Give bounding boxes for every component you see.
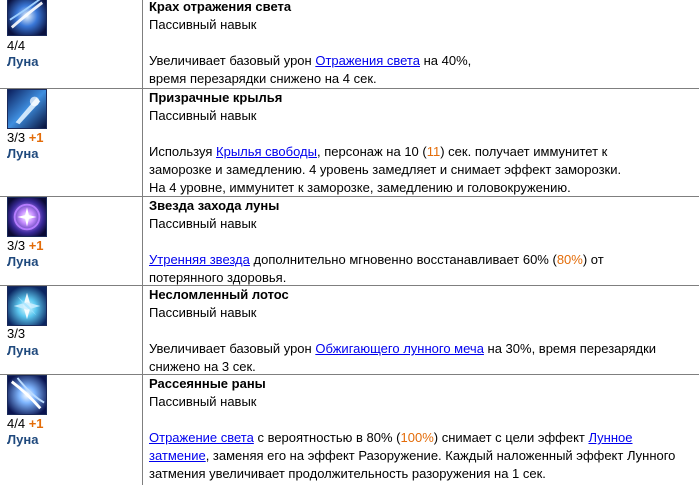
skill-description: Увеличивает базовый урон Обжигающего лунного меча на 30%, время перезарядки снижено на 3 сек.: [149, 341, 657, 374]
skill-title: Призрачные крылья: [149, 90, 283, 105]
skill-class: Луна: [7, 54, 39, 69]
scattered-wounds-icon: [7, 375, 47, 415]
skill-row: [0, 0, 699, 89]
skill-class: Луна: [7, 146, 39, 161]
skill-link[interactable]: затмение: [149, 448, 206, 463]
skill-info-cell: [149, 286, 693, 376]
skill-link[interactable]: Отражение света: [149, 430, 254, 445]
light-reflection-icon: [7, 0, 47, 36]
skill-rank: 3/3: [7, 326, 26, 341]
skill-class: Луна: [7, 432, 39, 447]
skill-row: [0, 197, 699, 286]
skill-meta-cell: [0, 286, 143, 374]
skill-type: Пассивный навык: [149, 394, 257, 409]
skill-rank: 3/3 +1: [7, 130, 44, 145]
skill-type: Пассивный навык: [149, 108, 257, 123]
skill-description: Используя Крылья свободы, персонаж на 10 (11) сек. получает иммунитет к заморозке и замедлению. 4 уровень замедляет и снимает эффект заморозки. На 4 уровне, иммунитет к заморозке, замедлению и головокружению.: [149, 144, 622, 195]
skill-title: Звезда захода луны: [149, 198, 280, 213]
skill-title: Рассеянные раны: [149, 376, 266, 391]
skill-info-cell: [149, 0, 693, 88]
skill-link[interactable]: Лунное: [588, 430, 633, 445]
skill-class: Луна: [7, 254, 39, 269]
skill-info-cell: [149, 89, 693, 197]
skill-description: Отражение света с вероятностью в 80% (100%) снимает с цели эффект Лунное затмение, заменяя его на эффект Разоружение. Каждый наложенный эффект Лунного затмения увеличивает продолжительность разоружения на 1 сек.: [149, 430, 676, 481]
skill-meta-cell: [0, 197, 143, 285]
skill-link[interactable]: Обжигающего лунного меча: [315, 341, 484, 356]
skill-type: Пассивный навык: [149, 305, 257, 320]
skill-link[interactable]: Крылья свободы: [216, 144, 317, 159]
skill-description: Увеличивает базовый урон Отражения света на 40%, время перезарядки снижено на 4 сек.: [149, 53, 472, 86]
skill-rank: 4/4 +1: [7, 416, 44, 431]
skill-meta-cell: [0, 375, 143, 485]
skill-title: Крах отражения света: [149, 0, 292, 14]
skill-row: [0, 89, 699, 197]
skill-row: [0, 286, 699, 375]
skill-title: Несломленный лотос: [149, 287, 289, 302]
skill-meta-cell: [0, 0, 143, 88]
skill-row: [0, 375, 699, 485]
skill-link[interactable]: Утренняя звезда: [149, 252, 250, 267]
skill-type: Пассивный навык: [149, 17, 257, 32]
skill-info-cell: [149, 375, 693, 483]
ghost-wings-icon: [7, 89, 47, 129]
skill-type: Пассивный навык: [149, 216, 257, 231]
skill-rank: 4/4: [7, 38, 26, 53]
skill-description: Утренняя звезда дополнительно мгновенно восстанавливает 60% (80%) от потерянного здоровья.: [149, 252, 604, 285]
skill-meta-cell: [0, 89, 143, 196]
lotus-icon: [7, 286, 47, 326]
skill-link[interactable]: Отражения света: [315, 53, 420, 68]
skill-info-cell: [149, 197, 693, 287]
moonset-star-icon: [7, 197, 47, 237]
skill-class: Луна: [7, 343, 39, 358]
skill-rank: 3/3 +1: [7, 238, 44, 253]
